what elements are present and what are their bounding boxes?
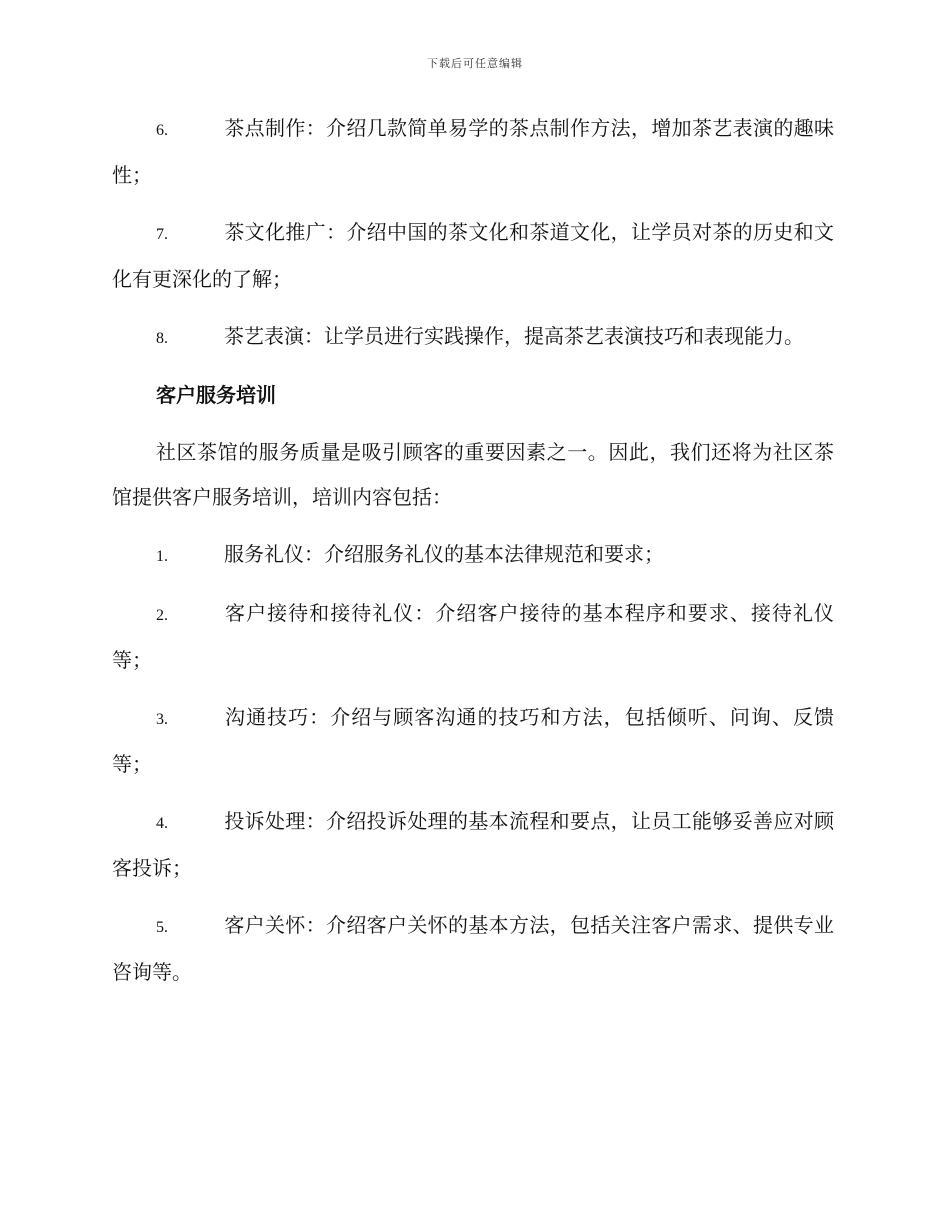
list-item-text: 投诉处理：介绍投诉处理的基本流程和要点，让员工能够妥善应对顾客投诉； — [112, 809, 834, 880]
list-item-number: 5. — [156, 919, 168, 936]
list-item-number: 8. — [156, 330, 168, 347]
list-item-text: 茶艺表演：让学员进行实践操作，提高茶艺表演技巧和表现能力。 — [224, 324, 804, 348]
list-item-number: 2. — [156, 607, 168, 624]
document-body — [112, 106, 834, 1007]
list-item-text: 服务礼仪：介绍服务礼仪的基本法律规范和要求； — [224, 542, 664, 566]
list-item — [112, 532, 834, 579]
list-item — [112, 903, 834, 995]
section-title: 客户服务培训 — [156, 383, 276, 407]
list-item — [112, 591, 834, 683]
list-item-number: 4. — [156, 815, 168, 832]
list-item — [112, 210, 834, 302]
list-item-text: 客户接待和接待礼仪：介绍客户接待的基本程序和要求、接待礼仪等； — [112, 601, 834, 672]
list-item — [112, 695, 834, 787]
list-item-number: 3. — [156, 711, 168, 728]
list-item-number: 6. — [156, 122, 168, 139]
list-item — [112, 314, 834, 361]
intro-paragraph: 社区茶馆的服务质量是吸引顾客的重要因素之一。因此，我们还将为社区茶馆提供客户服务培训，培训内容包括： — [112, 440, 834, 509]
page-header: 下载后可任意编辑 — [427, 57, 523, 70]
list-item-text: 客户关怀：介绍客户关怀的基本方法，包括关注客户需求、提供专业咨询等。 — [112, 913, 834, 984]
list-item-text: 沟通技巧：介绍与顾客沟通的技巧和方法，包括倾听、问询、反馈等； — [112, 705, 834, 776]
list-item — [112, 799, 834, 891]
list-item-text: 茶点制作：介绍几款简单易学的茶点制作方法，增加茶艺表演的趣味性； — [112, 116, 834, 187]
list-item-number: 1. — [156, 548, 168, 565]
list-item-text: 茶文化推广：介绍中国的茶文化和茶道文化，让学员对茶的历史和文化有更深化的了解； — [112, 220, 834, 291]
list-item-number: 7. — [156, 226, 168, 243]
list-item — [112, 106, 834, 198]
